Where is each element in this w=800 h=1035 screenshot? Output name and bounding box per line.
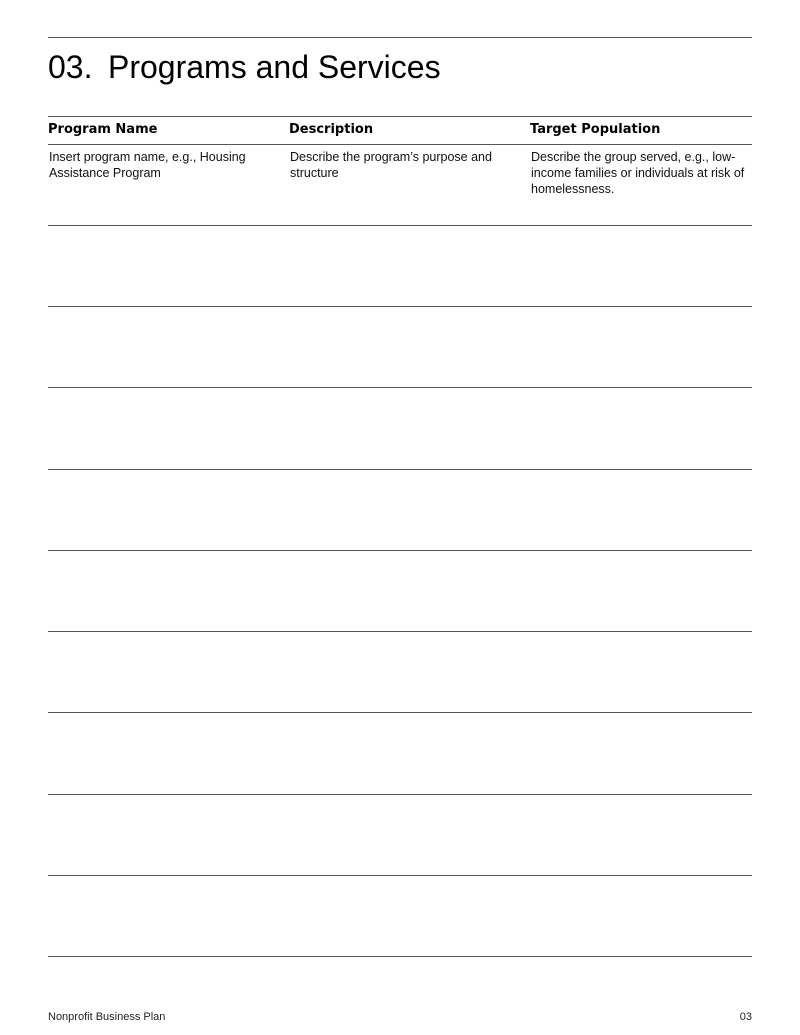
table-top-rule [48, 116, 752, 117]
table-row-rule [48, 794, 752, 795]
table-row-rule [48, 956, 752, 957]
table-row-rule [48, 387, 752, 388]
table-row-rule [48, 469, 752, 470]
cell-description[interactable]: Describe the program’s purpose and structure [290, 150, 492, 180]
section-title: Programs and Services [108, 49, 441, 85]
table-row-rule [48, 550, 752, 551]
footer-document-name: Nonprofit Business Plan [48, 1011, 166, 1023]
table-row-rule [48, 712, 752, 713]
section-heading [48, 48, 441, 86]
cell-program-name[interactable]: Insert program name, e.g., Housing Assistance Program [49, 150, 246, 180]
table-row-rule [48, 631, 752, 632]
table-row-rule [48, 306, 752, 307]
header-rule [48, 144, 752, 145]
cell-target-population[interactable]: Describe the group served, e.g., low-income families or individuals at risk of homelessness. [531, 150, 745, 196]
column-header-program-name: Program Name [48, 122, 158, 137]
section-number: 03. [48, 49, 93, 85]
footer-page-number: 03 [739, 1011, 752, 1023]
table-row-rule [48, 875, 752, 876]
column-header-description: Description [289, 122, 374, 137]
document-page [48, 0, 752, 1035]
table-row-rule [48, 225, 752, 226]
title-top-rule [48, 37, 752, 38]
column-header-target-population: Target Population [530, 122, 661, 137]
